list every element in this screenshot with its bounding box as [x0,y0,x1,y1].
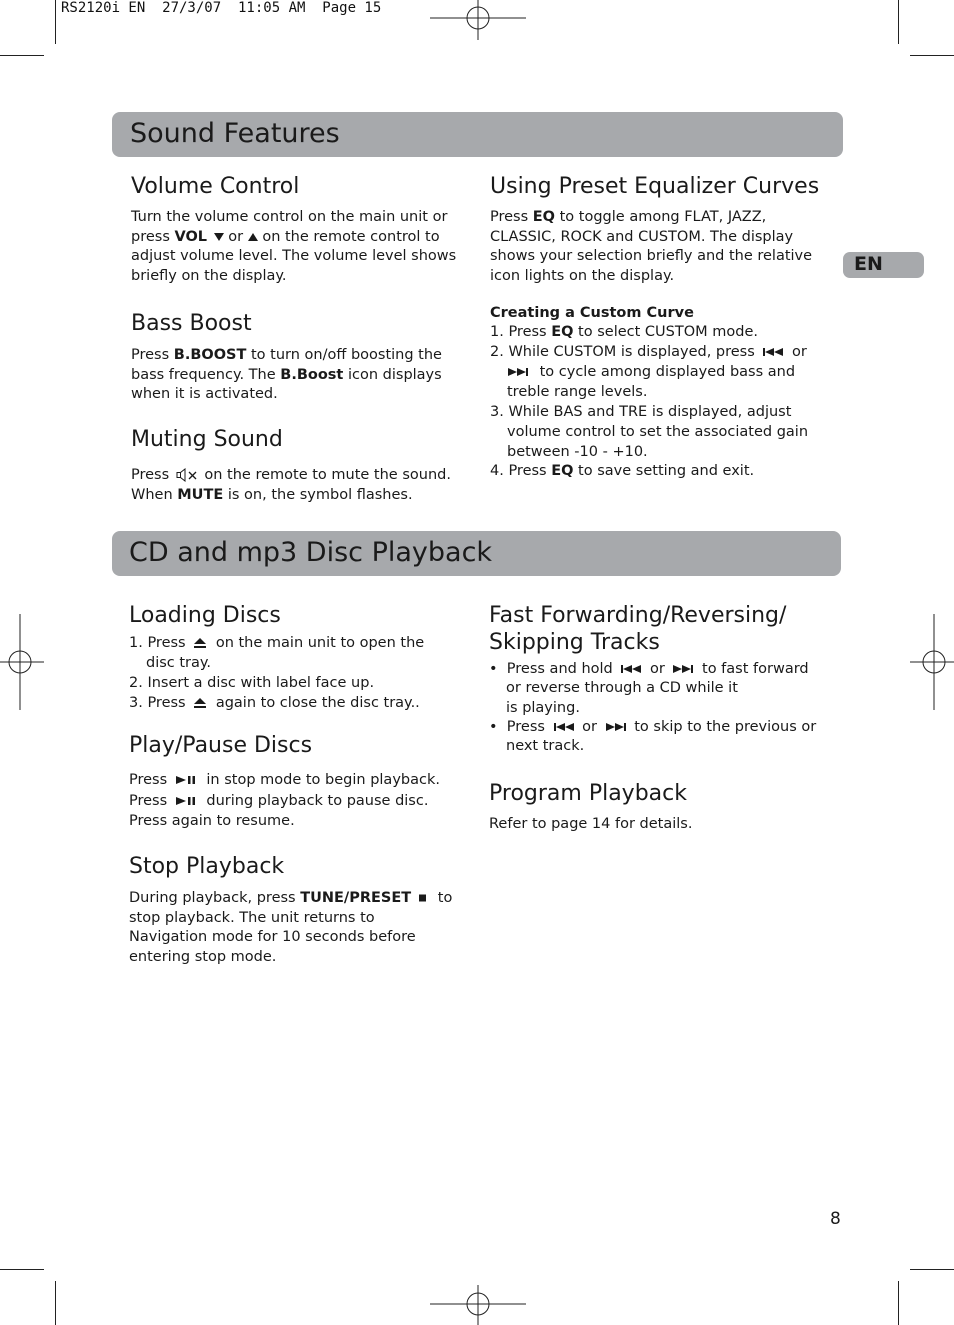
fast-forward-heading: Fast Forwarding/Reversing/ Skipping Tracks [489,603,787,655]
eject-icon [193,637,207,649]
stop-playback-text: During playback, press TUNE/PRESET to stop playback. The unit returns to Navigation mode for 10 seconds before entering stop mode. [129,890,453,965]
loading-step-1: 1. Press on the main unit to open the [129,635,425,651]
skip-back-icon [620,664,642,674]
crop-mark [898,1281,899,1325]
loading-discs-heading: Loading Discs [129,603,281,628]
bullet: • [489,661,507,677]
play-pause-icon [175,775,197,785]
skip-back-icon [553,722,575,732]
fast-forward-bullet-1: • Press and hold or to fast forward [489,661,809,677]
skip-back-icon [762,347,784,357]
volume-heading: Volume Control [131,174,300,199]
custom-curve-step-4: 4. Press EQ to save setting and exit. [490,463,755,479]
fast-forward-bullet-1-cont: or reverse through a CD while it is playing. [506,680,738,716]
play-pause-heading: Play/Pause Discs [129,733,313,758]
registration-mark-icon [0,614,44,710]
custom-curve-step-3-cont: volume control to set the associated gain between -10 - +10. [507,424,809,460]
equalizer-text: Press EQ to toggle among FLAT, JAZZ, CLASSIC, ROCK and CUSTOM. The display shows your selection briefly and the relative icon lights on the display. [490,209,813,284]
crop-mark [55,0,56,44]
stop-playback-heading: Stop Playback [129,854,285,879]
crop-mark [0,55,44,56]
custom-curve-step-2-cont: to cycle among displayed bass and treble range levels. [507,364,796,400]
print-header: RS2120i EN 27/3/07 11:05 AM Page 15 [61,0,382,16]
crop-mark [898,0,899,44]
skip-forward-icon [605,722,627,732]
crop-mark [0,1269,44,1270]
bullet: • [489,719,507,735]
program-playback-heading: Program Playback [489,781,687,806]
program-playback-text: Refer to page 14 for details. [489,816,693,832]
play-pause-text: Press in stop mode to begin playback. Press during playback to pause disc. Press again to resume. [129,772,440,829]
section-title: Sound Features [130,118,340,149]
page-number: 8 [830,1209,841,1229]
loading-step-2: 2. Insert a disc with label face up. [129,675,375,691]
volume-text: Turn the volume control on the main unit or press VOL or on the remote control to adjust volume level. The volume level shows briefly on the display. [131,209,457,284]
equalizer-heading: Using Preset Equalizer Curves [490,174,820,199]
bass-boost-heading: Bass Boost [131,311,252,336]
custom-curve-step-3: 3. While BAS and TRE is displayed, adjust [490,404,792,420]
skip-forward-icon [672,664,694,674]
stop-square-icon [415,893,431,903]
volume-up-triangle-icon [248,232,258,242]
mute-speaker-icon [176,468,198,482]
bass-boost-text: Press B.BOOST to turn on/off boosting the bass frequency. The B.Boost icon displays when it is activated. [131,347,442,402]
section-title: CD and mp3 Disc Playback [129,537,493,568]
loading-step-3: 3. Press again to close the disc tray.. [129,695,420,711]
language-tab-label: EN [854,253,883,275]
volume-down-triangle-icon [214,232,224,242]
eject-icon [193,697,207,709]
custom-curve-step-2: 2. While CUSTOM is displayed, press or [490,344,807,360]
muting-heading: Muting Sound [131,427,283,452]
registration-mark-icon [910,614,954,710]
crop-mark [55,1281,56,1325]
registration-mark-icon [430,1285,526,1325]
muting-text: Press on the remote to mute the sound. When MUTE is on, the symbol flashes. [131,467,451,503]
fast-forward-bullet-2: • Press or to skip to the previous or [489,719,817,735]
registration-mark-icon [430,0,526,40]
fast-forward-bullet-2-cont: next track. [506,738,585,754]
custom-curve-subheading: Creating a Custom Curve [490,305,694,321]
crop-mark [910,55,954,56]
skip-forward-icon [507,367,529,377]
crop-mark [910,1269,954,1270]
loading-step-1-cont: disc tray. [146,655,212,671]
play-pause-icon [175,796,197,806]
custom-curve-step-1: 1. Press EQ to select CUSTOM mode. [490,324,758,340]
